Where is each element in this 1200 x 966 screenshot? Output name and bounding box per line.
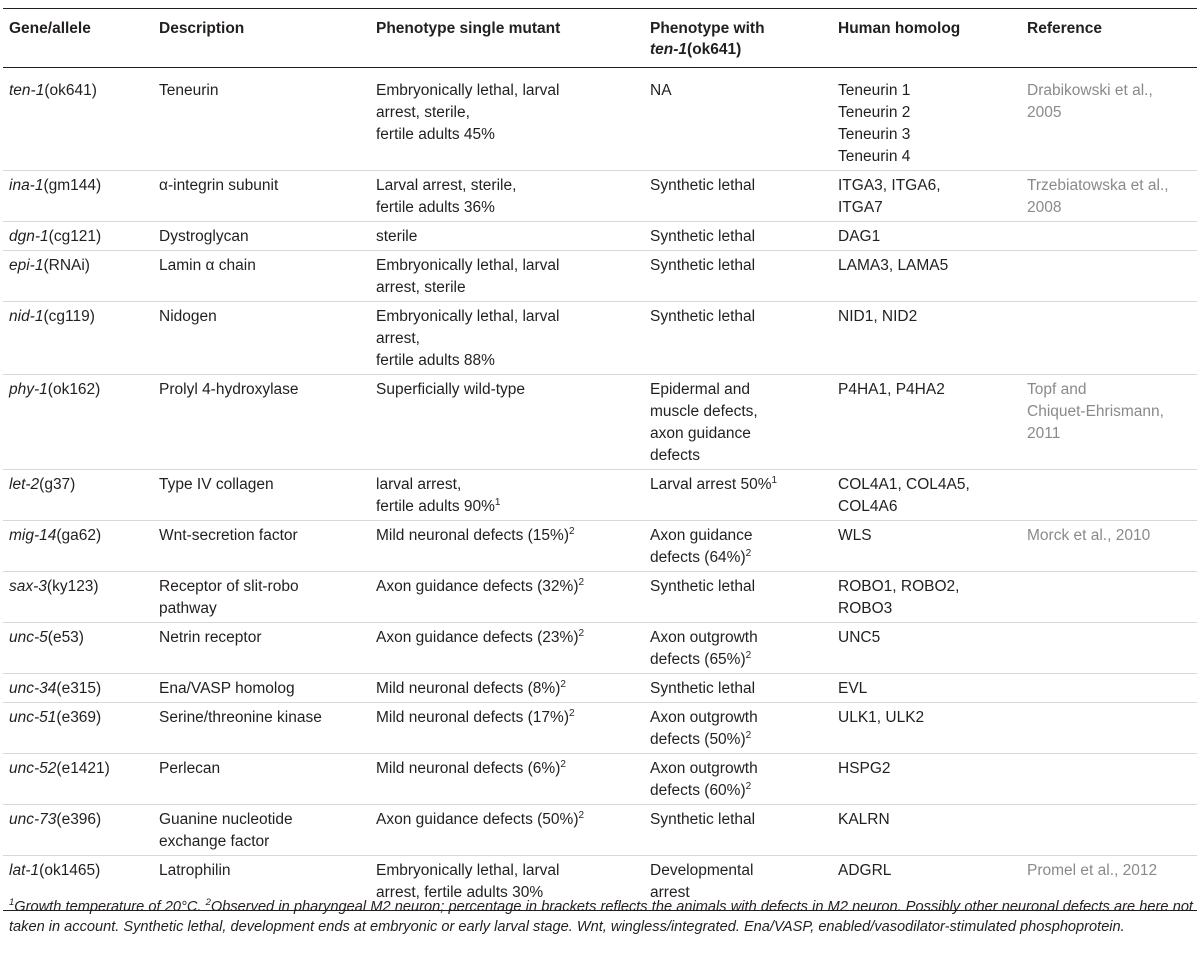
reference-cell xyxy=(1021,754,1197,805)
header-description: Description xyxy=(153,9,370,68)
phenotype-single-cell xyxy=(370,674,644,703)
reference-line: 2005 xyxy=(1027,104,1062,121)
table-row xyxy=(3,222,1197,251)
reference-cell xyxy=(1021,805,1197,856)
gene-name: lat-1 xyxy=(9,862,40,879)
reference-cell xyxy=(1021,521,1197,572)
homolog-line: Teneurin 2 xyxy=(838,104,911,121)
phenotype-with-cell xyxy=(644,68,832,171)
description-cell xyxy=(153,674,370,703)
header-phenotype-with xyxy=(644,9,832,68)
phenotype-single-line: fertile adults 88% xyxy=(376,352,495,369)
homolog-line: DAG1 xyxy=(838,228,881,245)
gene-allele-cell xyxy=(3,68,153,171)
phenotype-with-sup: 1 xyxy=(771,474,778,486)
homolog-line: ROBO1, ROBO2, xyxy=(838,578,960,595)
description-line: Ena/VASP homolog xyxy=(159,680,295,697)
phenotype-single-line: Embryonically lethal, larval xyxy=(376,82,560,99)
table-body xyxy=(3,68,1197,911)
table-row xyxy=(3,521,1197,572)
human-homolog-cell xyxy=(832,171,1021,222)
footnote-marker-1: 1 xyxy=(9,897,15,909)
phenotype-single-sup: 2 xyxy=(578,809,585,821)
description-cell xyxy=(153,703,370,754)
description-cell xyxy=(153,470,370,521)
table-row xyxy=(3,68,1197,171)
allele-name: (ok641) xyxy=(44,82,97,99)
allele-name: (cg119) xyxy=(43,308,95,325)
gene-name: mig-14 xyxy=(9,527,57,544)
human-homolog-cell xyxy=(832,674,1021,703)
human-homolog-cell xyxy=(832,521,1021,572)
gene-allele-cell xyxy=(3,375,153,470)
human-homolog-cell xyxy=(832,703,1021,754)
allele-name: (gm144) xyxy=(43,177,102,194)
gene-allele-cell xyxy=(3,674,153,703)
description-line: pathway xyxy=(159,600,217,617)
phenotype-with-line: defects xyxy=(650,447,700,464)
description-cell xyxy=(153,222,370,251)
homolog-line: P4HA1, P4HA2 xyxy=(838,381,945,398)
phenotype-with-cell xyxy=(644,703,832,754)
gene-name: nid-1 xyxy=(9,308,44,325)
homolog-line: WLS xyxy=(838,527,872,544)
phenotype-single-cell xyxy=(370,572,644,623)
phenotype-with-line: defects (64%) xyxy=(650,549,746,566)
phenotype-single-line: Embryonically lethal, larval xyxy=(376,257,560,274)
reference-cell xyxy=(1021,302,1197,375)
phenotype-single-line: Mild neuronal defects (17%) xyxy=(376,709,569,726)
phenotype-with-line: Axon outgrowth xyxy=(650,760,758,777)
header-with-allele: (ok641) xyxy=(687,41,742,58)
homolog-line: COL4A6 xyxy=(838,498,898,515)
description-line: Receptor of slit-robo xyxy=(159,578,299,595)
description-line: α-integrin subunit xyxy=(159,177,279,194)
description-line: Latrophilin xyxy=(159,862,231,879)
allele-name: (ok1465) xyxy=(39,862,101,879)
phenotype-single-line: Embryonically lethal, larval xyxy=(376,308,560,325)
phenotype-with-line: Synthetic lethal xyxy=(650,578,756,595)
gene-name: let-2 xyxy=(9,476,40,493)
reference-cell xyxy=(1021,68,1197,171)
gene-allele-cell xyxy=(3,623,153,674)
gene-name: epi-1 xyxy=(9,257,44,274)
phenotype-single-cell xyxy=(370,251,644,302)
footnote-marker-2: 2 xyxy=(205,897,211,909)
allele-name: (e396) xyxy=(56,811,102,828)
phenotype-single-line: Axon guidance defects (50%) xyxy=(376,811,579,828)
phenotype-single-line: fertile adults 36% xyxy=(376,199,495,216)
phenotype-with-cell xyxy=(644,674,832,703)
description-cell xyxy=(153,805,370,856)
human-homolog-cell xyxy=(832,222,1021,251)
reference-cell xyxy=(1021,623,1197,674)
homolog-line: LAMA3, LAMA5 xyxy=(838,257,949,274)
reference-cell xyxy=(1021,470,1197,521)
gene-name: unc-52 xyxy=(9,760,57,777)
allele-name: (ok162) xyxy=(47,381,101,398)
footnote-text-2: Observed in pharyngeal M2 neuron; percentage in brackets reflects the animals with defects in M2 neuron. Possibly other neuronal defects are here not taken in account. Synthetic lethal, development ends at embryonic or early larval stage. Wnt, wingless/integrated. Ena/VASP, enabled/vasodilator-stimulated phosphoprotein. xyxy=(9,899,1193,935)
phenotype-with-line: arrest xyxy=(650,884,690,901)
gene-allele-cell xyxy=(3,703,153,754)
gene-allele-cell xyxy=(3,222,153,251)
table-row xyxy=(3,171,1197,222)
human-homolog-cell xyxy=(832,572,1021,623)
homolog-line: NID1, NID2 xyxy=(838,308,918,325)
phenotype-with-cell xyxy=(644,470,832,521)
description-line: Wnt-secretion factor xyxy=(159,527,298,544)
human-homolog-cell xyxy=(832,623,1021,674)
phenotype-single-sup: 2 xyxy=(569,525,575,537)
phenotype-with-line: Synthetic lethal xyxy=(650,177,756,194)
description-line: Lamin α chain xyxy=(159,257,256,274)
gene-name: dgn-1 xyxy=(9,228,49,245)
reference-line: Topf and xyxy=(1027,381,1087,398)
table-row xyxy=(3,754,1197,805)
table-row xyxy=(3,674,1197,703)
description-cell xyxy=(153,302,370,375)
gene-name: unc-51 xyxy=(9,709,57,726)
gene-name: unc-34 xyxy=(9,680,57,697)
table-row xyxy=(3,251,1197,302)
phenotype-single-cell xyxy=(370,375,644,470)
table-row xyxy=(3,703,1197,754)
phenotype-single-cell xyxy=(370,754,644,805)
gene-name: sax-3 xyxy=(9,578,47,595)
reference-line: Drabikowski et al., xyxy=(1027,82,1153,99)
phenotype-single-line: Mild neuronal defects (6%) xyxy=(376,760,561,777)
table-row xyxy=(3,470,1197,521)
table-footnote xyxy=(9,897,1193,937)
homolog-line: Teneurin 4 xyxy=(838,148,911,165)
gene-name: ten-1 xyxy=(9,82,45,99)
description-line: Dystroglycan xyxy=(159,228,249,245)
reference-cell xyxy=(1021,251,1197,302)
phenotype-with-line: muscle defects, xyxy=(650,403,758,420)
homolog-line: Teneurin 1 xyxy=(838,82,911,99)
reference-line: Trzebiatowska et al., xyxy=(1027,177,1169,194)
phenotype-single-line: larval arrest, xyxy=(376,476,462,493)
phenotype-single-line: arrest, xyxy=(376,330,420,347)
allele-name: (RNAi) xyxy=(43,257,90,274)
phenotype-single-line: Superficially wild-type xyxy=(376,381,526,398)
table-row xyxy=(3,572,1197,623)
homolog-line: HSPG2 xyxy=(838,760,891,777)
phenotype-with-line: NA xyxy=(650,82,672,99)
description-cell xyxy=(153,68,370,171)
reference-cell xyxy=(1021,171,1197,222)
table-row xyxy=(3,805,1197,856)
phenotype-with-sup: 2 xyxy=(745,547,752,559)
phenotype-with-line: Developmental xyxy=(650,862,754,879)
table-page xyxy=(0,8,1200,966)
reference-line: Morck et al., 2010 xyxy=(1027,527,1151,544)
phenotype-single-line: sterile xyxy=(376,228,418,245)
phenotype-single-cell xyxy=(370,68,644,171)
human-homolog-cell xyxy=(832,302,1021,375)
phenotype-with-sup: 2 xyxy=(745,729,752,741)
header-with-gene: ten-1 xyxy=(650,41,688,58)
allele-name: (e369) xyxy=(56,709,102,726)
phenotype-with-line: Synthetic lethal xyxy=(650,228,756,245)
description-cell xyxy=(153,754,370,805)
description-line: Prolyl 4-hydroxylase xyxy=(159,381,299,398)
phenotype-with-line: Epidermal and xyxy=(650,381,750,398)
description-cell xyxy=(153,375,370,470)
phenotype-with-line: defects (65%) xyxy=(650,651,746,668)
phenotype-single-cell xyxy=(370,805,644,856)
phenotype-with-cell xyxy=(644,754,832,805)
phenotype-single-cell xyxy=(370,302,644,375)
reference-cell xyxy=(1021,572,1197,623)
phenotype-with-line: defects (50%) xyxy=(650,731,746,748)
allele-name: (e53) xyxy=(47,629,84,646)
phenotype-with-line: axon guidance xyxy=(650,425,751,442)
gene-name: unc-73 xyxy=(9,811,57,828)
gene-name: phy-1 xyxy=(9,381,48,398)
phenotype-single-line: Axon guidance defects (23%) xyxy=(376,629,579,646)
phenotype-with-line: Larval arrest 50% xyxy=(650,476,772,493)
phenotype-single-sup: 2 xyxy=(560,758,566,770)
description-line: Type IV collagen xyxy=(159,476,274,493)
gene-table xyxy=(3,8,1197,911)
phenotype-with-cell xyxy=(644,302,832,375)
homolog-line: EVL xyxy=(838,680,868,697)
description-line: Netrin receptor xyxy=(159,629,262,646)
phenotype-single-sup: 1 xyxy=(494,496,501,508)
phenotype-single-line: arrest, sterile xyxy=(376,279,466,296)
phenotype-single-sup: 2 xyxy=(578,576,585,588)
reference-line: 2011 xyxy=(1027,425,1061,442)
homolog-line: ITGA3, ITGA6, xyxy=(838,177,941,194)
reference-line: Chiquet-Ehrismann, xyxy=(1027,403,1164,420)
reference-cell xyxy=(1021,375,1197,470)
table-row xyxy=(3,623,1197,674)
human-homolog-cell xyxy=(832,68,1021,171)
human-homolog-cell xyxy=(832,251,1021,302)
gene-name: unc-5 xyxy=(9,629,48,646)
phenotype-with-sup: 2 xyxy=(745,649,752,661)
reference-line: 2008 xyxy=(1027,199,1062,216)
description-line: Teneurin xyxy=(159,82,219,99)
homolog-line: ROBO3 xyxy=(838,600,893,617)
header-row xyxy=(3,9,1197,68)
phenotype-with-line: Synthetic lethal xyxy=(650,680,756,697)
phenotype-with-cell xyxy=(644,805,832,856)
human-homolog-cell xyxy=(832,805,1021,856)
allele-name: (cg121) xyxy=(48,228,102,245)
homolog-line: ADGRL xyxy=(838,862,892,879)
phenotype-single-cell xyxy=(370,623,644,674)
footnote-text-1: Growth temperature of 20°C. xyxy=(14,899,206,915)
header-reference: Reference xyxy=(1021,9,1197,68)
homolog-line: Teneurin 3 xyxy=(838,126,911,143)
allele-name: (e315) xyxy=(56,680,102,697)
description-cell xyxy=(153,572,370,623)
description-line: Serine/threonine kinase xyxy=(159,709,322,726)
phenotype-single-line: arrest, fertile adults 30% xyxy=(376,884,544,901)
phenotype-single-line: fertile adults 90% xyxy=(376,498,495,515)
allele-name: (g37) xyxy=(39,476,76,493)
allele-name: (ky123) xyxy=(46,578,99,595)
gene-allele-cell xyxy=(3,171,153,222)
human-homolog-cell xyxy=(832,754,1021,805)
human-homolog-cell xyxy=(832,470,1021,521)
homolog-line: ULK1, ULK2 xyxy=(838,709,925,726)
phenotype-single-sup: 2 xyxy=(560,678,566,690)
reference-cell xyxy=(1021,703,1197,754)
phenotype-with-line: Axon outgrowth xyxy=(650,629,758,646)
header-phenotype-single: Phenotype single mutant xyxy=(370,9,644,68)
phenotype-with-line: Axon guidance xyxy=(650,527,753,544)
phenotype-single-line: fertile adults 45% xyxy=(376,126,495,143)
phenotype-with-line: Synthetic lethal xyxy=(650,257,756,274)
homolog-line: KALRN xyxy=(838,811,890,828)
homolog-line: ITGA7 xyxy=(838,199,883,216)
phenotype-single-line: arrest, sterile, xyxy=(376,104,470,121)
gene-allele-cell xyxy=(3,572,153,623)
reference-line: Promel et al., 2012 xyxy=(1027,862,1158,879)
header-human-homolog: Human homolog xyxy=(832,9,1021,68)
header-with-prefix: Phenotype with xyxy=(650,20,765,37)
gene-allele-cell xyxy=(3,805,153,856)
homolog-line: COL4A1, COL4A5, xyxy=(838,476,970,493)
gene-allele-cell xyxy=(3,470,153,521)
human-homolog-cell xyxy=(832,375,1021,470)
phenotype-with-cell xyxy=(644,251,832,302)
description-line: Guanine nucleotide xyxy=(159,811,293,828)
homolog-line: UNC5 xyxy=(838,629,881,646)
phenotype-single-line: Larval arrest, sterile, xyxy=(376,177,517,194)
phenotype-with-line: Axon outgrowth xyxy=(650,709,758,726)
phenotype-single-line: Mild neuronal defects (8%) xyxy=(376,680,561,697)
description-line: exchange factor xyxy=(159,833,270,850)
phenotype-with-line: defects (60%) xyxy=(650,782,746,799)
phenotype-single-cell xyxy=(370,521,644,572)
phenotype-with-cell xyxy=(644,623,832,674)
gene-allele-cell xyxy=(3,521,153,572)
phenotype-with-cell xyxy=(644,222,832,251)
phenotype-single-sup: 2 xyxy=(578,627,585,639)
phenotype-single-cell xyxy=(370,470,644,521)
description-cell xyxy=(153,251,370,302)
phenotype-with-cell xyxy=(644,375,832,470)
phenotype-single-cell xyxy=(370,222,644,251)
phenotype-with-cell xyxy=(644,171,832,222)
table-row xyxy=(3,302,1197,375)
reference-cell xyxy=(1021,674,1197,703)
phenotype-single-line: Mild neuronal defects (15%) xyxy=(376,527,569,544)
phenotype-single-sup: 2 xyxy=(569,707,575,719)
gene-allele-cell xyxy=(3,251,153,302)
allele-name: (e1421) xyxy=(56,760,110,777)
phenotype-with-cell xyxy=(644,572,832,623)
phenotype-with-line: Synthetic lethal xyxy=(650,811,756,828)
gene-allele-cell xyxy=(3,302,153,375)
description-cell xyxy=(153,171,370,222)
table-row xyxy=(3,375,1197,470)
phenotype-single-cell xyxy=(370,703,644,754)
phenotype-with-line: Synthetic lethal xyxy=(650,308,756,325)
gene-allele-cell xyxy=(3,754,153,805)
phenotype-single-line: Axon guidance defects (32%) xyxy=(376,578,579,595)
header-gene-allele: Gene/allele xyxy=(3,9,153,68)
phenotype-single-line: Embryonically lethal, larval xyxy=(376,862,560,879)
phenotype-with-sup: 2 xyxy=(745,780,752,792)
description-cell xyxy=(153,521,370,572)
table-header xyxy=(3,9,1197,68)
description-line: Perlecan xyxy=(159,760,221,777)
description-line: Nidogen xyxy=(159,308,217,325)
phenotype-single-cell xyxy=(370,171,644,222)
gene-name: ina-1 xyxy=(9,177,44,194)
description-cell xyxy=(153,623,370,674)
phenotype-with-cell xyxy=(644,521,832,572)
allele-name: (ga62) xyxy=(56,527,102,544)
reference-cell xyxy=(1021,222,1197,251)
